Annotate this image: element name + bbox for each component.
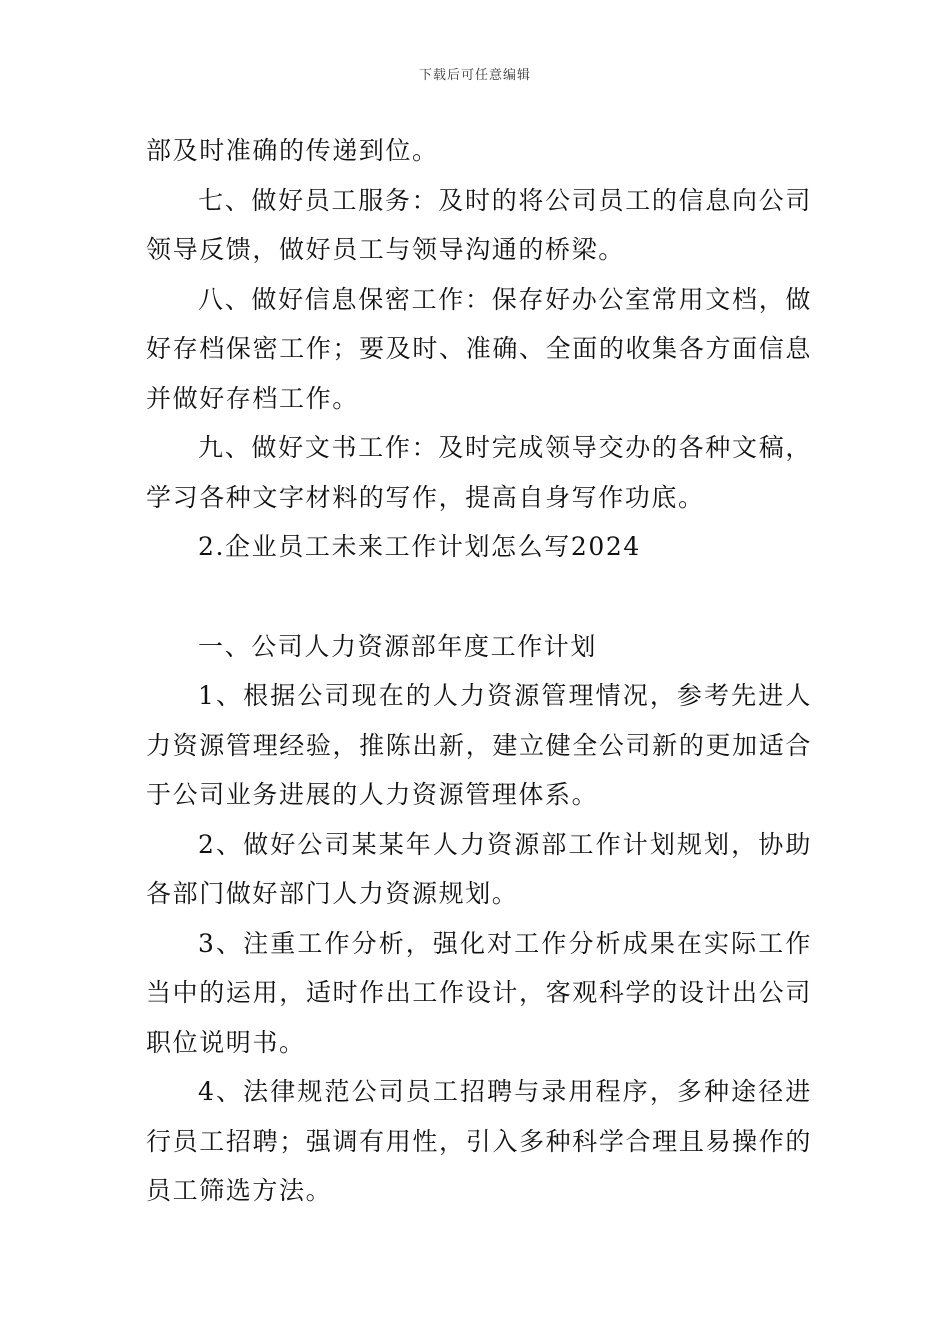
- paragraph-point-2: 2、做好公司某某年人力资源部工作计划规划，协助各部门做好部门人力资源规划。: [146, 829, 812, 908]
- subsection-heading: 一、公司人力资源部年度工作计划: [198, 631, 598, 661]
- blank-line: [146, 572, 812, 622]
- page-header: 下载后可任意编辑: [418, 68, 531, 83]
- paragraph-point-4: 4、法律规范公司员工招聘与录用程序，多种途径进行员工招聘；强调有用性，引入多种科学合理且易操作的员工筛选方法。: [146, 1077, 812, 1205]
- paragraph-item-8: 八、做好信息保密工作：保存好办公室常用文档，做好存档保密工作；要及时、准确、全面的收集各方面信息并做好存档工作。: [146, 284, 812, 413]
- section-heading: 2.企业员工未来工作计划怎么写2024: [198, 532, 641, 561]
- document-body: [146, 126, 812, 1216]
- paragraph-continuation: 部及时准确的传递到位。: [146, 136, 439, 165]
- paragraph-item-7: 七、做好员工服务：及时的将公司员工的信息向公司领导反馈，做好员工与领导沟通的桥梁。: [146, 185, 812, 264]
- paragraph-point-1: 1、根据公司现在的人力资源管理情况，参考先进人力资源管理经验，推陈出新，建立健全公司新的更加适合于公司业务进展的人力资源管理体系。: [146, 681, 812, 809]
- paragraph-point-3: 3、注重工作分析，强化对工作分析成果在实际工作当中的运用，适时作出工作设计，客观科学的设计出公司职位说明书。: [146, 928, 812, 1057]
- paragraph-item-9: 九、做好文书工作：及时完成领导交办的各种文稿，学习各种文字材料的写作，提高自身写作功底。: [146, 433, 812, 512]
